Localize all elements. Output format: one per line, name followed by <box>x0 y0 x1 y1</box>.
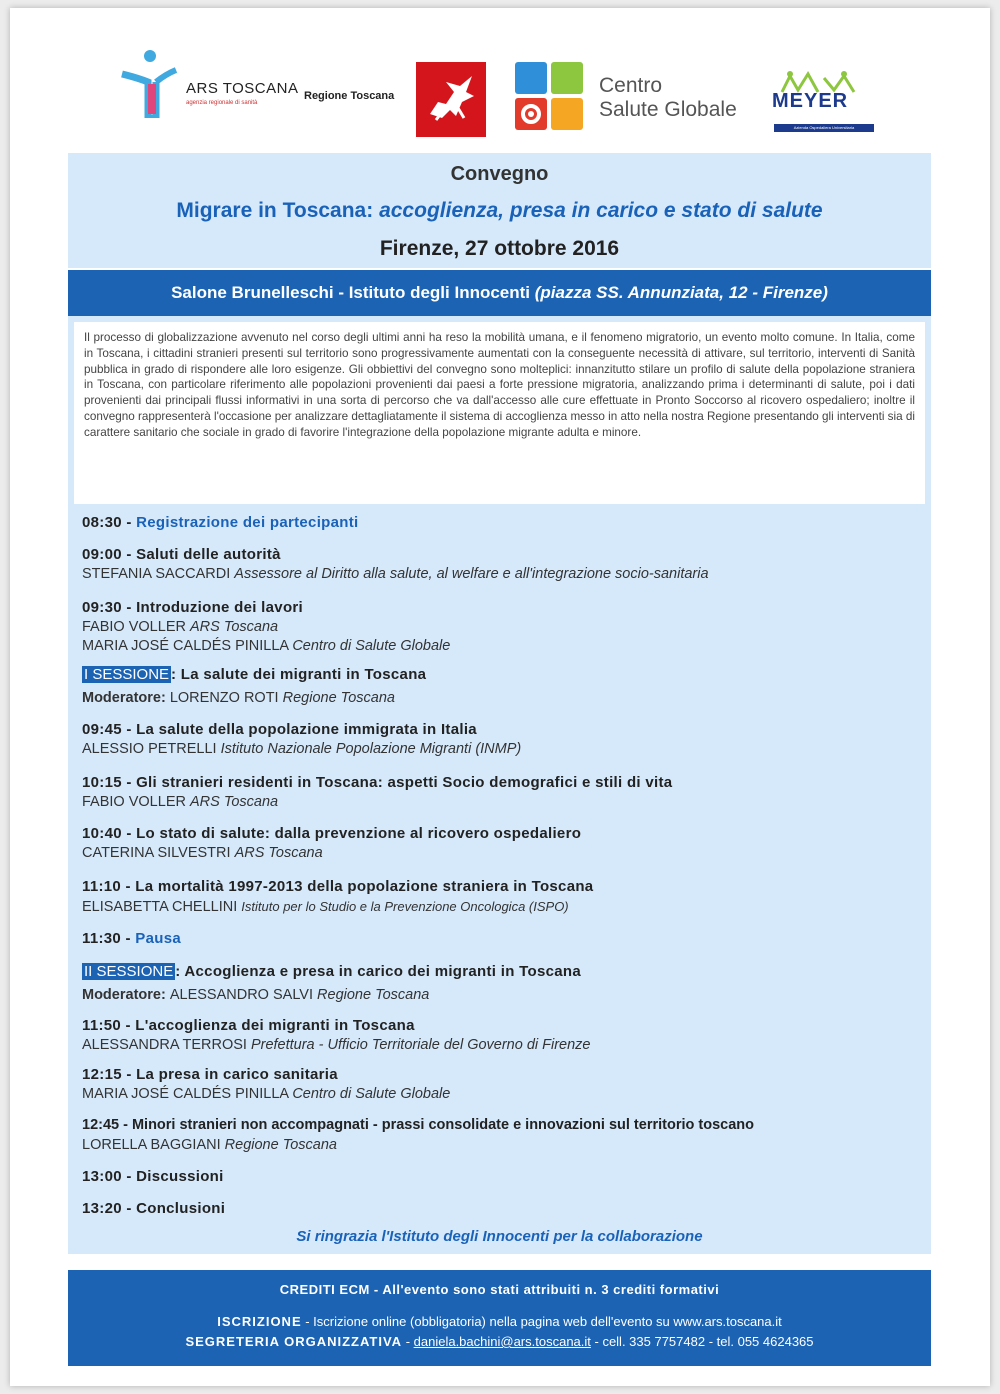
program-item-1215 <box>82 1066 338 1083</box>
item-title: 11:10 - La mortalità 1997-2013 della popolazione straniera in Toscana <box>82 878 594 895</box>
venue-address: (piazza SS. Annunziata, 12 - Firenze) <box>534 283 828 302</box>
logo-bar <box>10 8 990 148</box>
item-title: 12:15 - La presa in carico sanitaria <box>82 1066 338 1083</box>
csg-blue-square <box>515 62 547 94</box>
ars-person-icon <box>118 48 178 118</box>
item-title: Pausa <box>135 930 181 947</box>
speaker-role: ARS Toscana <box>190 794 279 810</box>
program-item-1040 <box>82 825 581 842</box>
csg-green-square <box>551 62 583 94</box>
speaker <box>82 1137 337 1153</box>
speaker <box>82 638 450 654</box>
csg-line2: Salute Globale <box>599 98 737 121</box>
pegasus-emblem <box>416 62 486 137</box>
ars-name: ARS TOSCANA <box>186 80 299 97</box>
crediti-ecm: CREDITI ECM - All'evento sono stati attribuiti n. 3 crediti formativi <box>279 1282 720 1297</box>
venue-name: Salone Brunelleschi - Istituto degli Innocenti <box>171 283 535 302</box>
speaker <box>82 619 278 635</box>
moderator-name: LORENZO ROTI <box>169 690 283 706</box>
iscrizione-label: ISCRIZIONE <box>217 1314 302 1329</box>
csg-dot-icon <box>515 98 547 130</box>
moderator-label: Moderatore: <box>82 987 170 1003</box>
speaker-name: ELISABETTA CHELLINI <box>82 899 242 915</box>
page <box>10 8 990 1386</box>
acknowledgement: Si ringrazia l'Istituto degli Innocenti per la collaborazione <box>296 1228 703 1245</box>
event-title-main: Migrare in Toscana: <box>176 199 380 222</box>
segreteria-line <box>68 1334 931 1349</box>
item-title: Registrazione dei partecipanti <box>136 514 359 531</box>
speaker-name: FABIO VOLLER <box>82 619 190 635</box>
program-item-1015 <box>82 774 672 791</box>
speaker-role: Centro di Salute Globale <box>292 1086 451 1102</box>
speaker-name: ALESSANDRA TERROSI <box>82 1037 251 1053</box>
segreteria-separator: - <box>402 1334 414 1349</box>
speaker-role: Centro di Salute Globale <box>292 638 451 654</box>
speaker-name: FABIO VOLLER <box>82 794 190 810</box>
speaker-name: STEFANIA SACCARDI <box>82 566 235 582</box>
meyer-name: MEYER <box>772 90 849 112</box>
speaker-name: MARIA JOSÉ CALDÉS PINILLA <box>82 1086 293 1102</box>
segreteria-label: SEGRETERIA ORGANIZZATIVA <box>185 1334 403 1349</box>
moderator <box>82 987 429 1003</box>
item-title: 09:00 - Saluti delle autorità <box>82 546 281 563</box>
ars-toscana-logo <box>118 48 308 128</box>
item-time: 08:30 - <box>82 514 137 531</box>
item-title: 10:40 - Lo stato di salute: dalla prevenzione al ricovero ospedaliero <box>82 825 582 842</box>
event-date: Firenze, 27 ottobre 2016 <box>379 237 620 260</box>
ars-subtitle: agenzia regionale di sanità <box>186 100 258 106</box>
event-title <box>68 199 931 223</box>
session-tag: II SESSIONE <box>84 963 174 980</box>
intro-section <box>68 316 931 504</box>
segreteria-email-link[interactable]: daniela.bachini@ars.toscana.it <box>413 1334 591 1349</box>
speaker <box>82 845 323 861</box>
speaker-role: ARS Toscana <box>190 619 279 635</box>
event-type: Convegno <box>450 163 549 185</box>
speaker-role: Prefettura - Ufficio Territoriale del Governo di Firenze <box>250 1037 591 1053</box>
iscrizione-text: - Iscrizione online (obbligatoria) nella pagina web dell'evento su www.ars.toscana.it <box>301 1314 782 1329</box>
session-title: : La salute dei migranti in Toscana <box>171 666 427 683</box>
item-title: 13:20 - Conclusioni <box>82 1200 226 1217</box>
session-2-heading <box>82 963 581 980</box>
item-title: 09:30 - Introduzione dei lavori <box>82 599 304 616</box>
moderator-label: Moderatore: <box>82 690 170 706</box>
speaker <box>82 1086 450 1102</box>
item-title: 11:50 - L'accoglienza dei migranti in Toscana <box>82 1017 415 1034</box>
csg-line1: Centro <box>599 74 663 97</box>
segreteria-phones: - cell. 335 7757482 - tel. 055 4624365 <box>590 1334 814 1349</box>
speaker-role: Assessore al Diritto alla salute, al welfare e all'integrazione socio-sanitaria <box>234 566 709 582</box>
item-title: 12:45 - Minori stranieri non accompagnati - prassi consolidate e innovazioni sul territorio toscano <box>82 1117 754 1133</box>
program-item-0930 <box>82 599 303 616</box>
speaker-name: CATERINA SILVESTRI <box>82 845 235 861</box>
meyer-subtitle: Azienda Ospedaliera Universitaria <box>774 124 874 132</box>
meyer-logo <box>764 70 880 134</box>
speaker-name: LORELLA BAGGIANI <box>82 1137 225 1153</box>
item-title: 09:45 - La salute della popolazione immigrata in Italia <box>82 721 477 738</box>
speaker <box>82 741 521 757</box>
speaker-role: ARS Toscana <box>234 845 323 861</box>
speaker <box>82 1037 591 1053</box>
session-1-heading <box>82 666 426 683</box>
program-item-1300 <box>82 1168 224 1185</box>
moderator-name: ALESSANDRO SALVI <box>169 987 318 1003</box>
moderator <box>82 690 395 706</box>
program-item-0830 <box>82 514 359 531</box>
speaker-role: Regione Toscana <box>224 1137 337 1153</box>
program-item-1245 <box>82 1117 754 1133</box>
program-item-1320 <box>82 1200 225 1217</box>
venue-bar <box>68 270 931 316</box>
event-header <box>68 153 931 268</box>
moderator-role: Regione Toscana <box>282 690 395 706</box>
regione-name: Regione Toscana <box>304 90 395 102</box>
pegasus-icon <box>416 62 486 137</box>
moderator-role: Regione Toscana <box>317 987 430 1003</box>
event-title-italic: accoglienza, presa in carico e stato di salute <box>379 199 823 222</box>
item-title: 10:15 - Gli stranieri residenti in Toscana: aspetti Socio demografici e stili di vita <box>82 774 673 791</box>
speaker-role: Istituto per lo Studio e la Prevenzione Oncologica (ISPO) <box>241 899 569 914</box>
iscrizione-line <box>68 1314 931 1329</box>
csg-red-square <box>515 98 547 130</box>
speaker <box>82 899 569 915</box>
program-item-1110 <box>82 878 593 895</box>
program-item-0945 <box>82 721 477 738</box>
regione-toscana-logo <box>300 56 490 136</box>
speaker-role: Istituto Nazionale Popolazione Migranti (INMP) <box>220 741 522 757</box>
centro-salute-globale-logo <box>515 62 760 142</box>
program <box>68 504 931 1254</box>
speaker <box>82 566 709 582</box>
footer <box>68 1270 931 1366</box>
program-item-1150 <box>82 1017 415 1034</box>
intro-text: Il processo di globalizzazione avvenuto nel corso degli ultimi anni ha reso la mobilità umana, e il fenomeno migratorio, un evento molto comune. In Italia, come in Toscana, i cittadini stranieri presenti sul territorio sono progressivamente aumentati con la conseguente necessità di attivare, sul territorio, interventi di Sanità pubblica in grado di rispondere alle loro esigenze. Gli obbiettivi del convegno sono molteplici: innanzitutto stilare un profilo di salute della popolazione straniera in Toscana, con particolare riferimento alle popolazioni provenienti dai paesi a forte pressione migratoria, analizzando prima i determinanti di salute, poi i dati provenienti dai principali flussi informativi in una sorta di percorso che va dall'accesso alle cure effettuate in Pronto Soccorso al ricovero ospedaliero; inoltre il convegno rappresenterà l'occasione per analizzare dettagliatamente il sistema di accoglienza messo in atto nella nostra Regione presentando gli interventi sia di carattere sanitario che sociale in grado di favorire l'integrazione della popolazione migrante adulta e minore. <box>74 322 925 506</box>
speaker-name: ALESSIO PETRELLI <box>82 741 221 757</box>
speaker-name: MARIA JOSÉ CALDÉS PINILLA <box>82 638 293 654</box>
speaker <box>82 794 278 810</box>
program-item-1130 <box>82 930 181 947</box>
session-title: : Accoglienza e presa in carico dei migranti in Toscana <box>175 963 581 980</box>
csg-orange-square <box>551 98 583 130</box>
item-title: 13:00 - Discussioni <box>82 1168 224 1185</box>
item-time: 11:30 - <box>82 930 136 947</box>
session-tag: I SESSIONE <box>84 666 170 683</box>
program-item-0900 <box>82 546 281 563</box>
